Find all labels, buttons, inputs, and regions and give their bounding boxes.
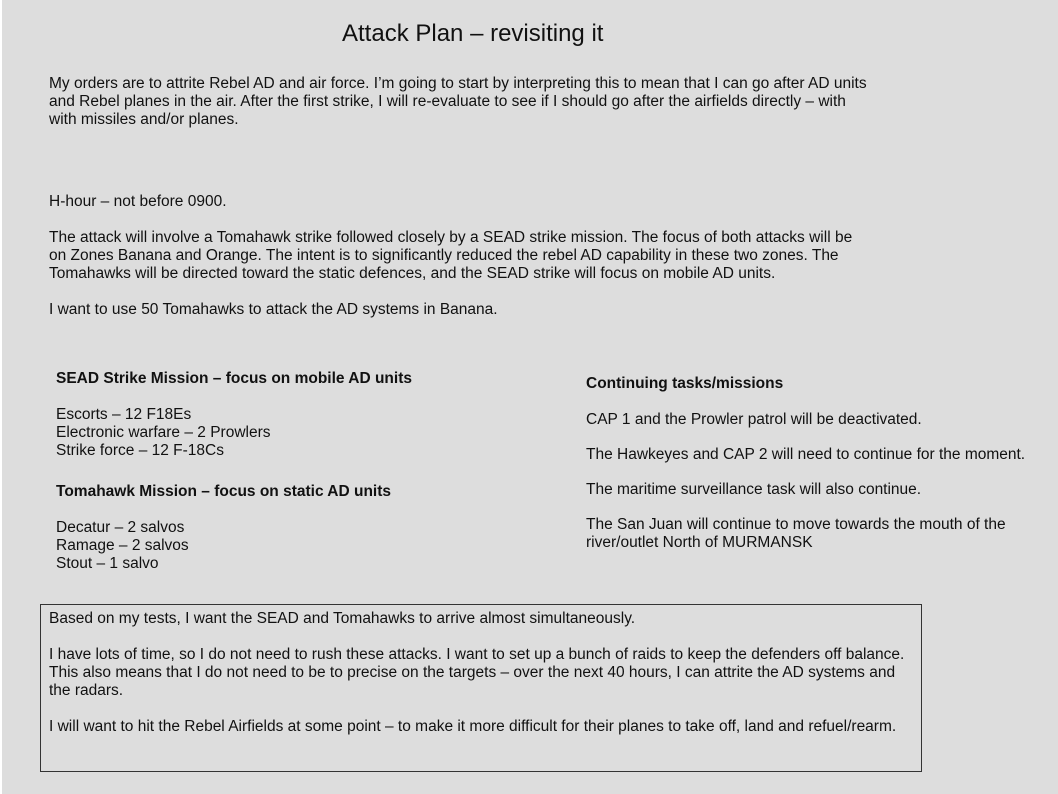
list-item: Escorts – 12 F18Es <box>56 406 192 423</box>
note-item: Based on my tests, I want the SEAD and Tomahawks to arrive almost simultaneously. <box>49 610 636 627</box>
task-item: The Hawkeyes and CAP 2 will need to continue for the moment. <box>586 446 1026 463</box>
continuing-heading: Continuing tasks/missions <box>586 375 784 392</box>
sead-list <box>56 406 516 460</box>
list-item: Stout – 1 salvo <box>56 555 159 572</box>
tomahawk-mission-list <box>56 519 516 573</box>
orders-paragraph: My orders are to attrite Rebel AD and air force. I’m going to start by interpreting this to mean that I can go after AD units and Rebel planes in the air. After the first strike, I will re-evaluate to see if I should go after the airfields directly – with with missiles and/or planes. <box>49 75 867 128</box>
note-item: I have lots of time, so I do not need to rush these attacks. I want to set up a bunch of raids to keep the defenders off balance. This also means that I do not need to be to precise on the targets – over the next 40 hours, I can attrite the AD systems and the radars. <box>49 646 905 699</box>
task-item: CAP 1 and the Prowler patrol will be deactivated. <box>586 411 922 428</box>
tomahawk-mission-heading: Tomahawk Mission – focus on static AD units <box>56 483 392 500</box>
missions-column <box>56 370 516 573</box>
task-item: The San Juan will continue to move towards the mouth of the river/outlet North of MURMANSK <box>586 516 1006 551</box>
continuing-tasks-column <box>586 375 1046 552</box>
note-item: I will want to hit the Rebel Airfields at some point – to make it more difficult for their planes to take off, land and refuel/rearm. <box>49 718 897 735</box>
slide <box>2 0 1058 794</box>
tomahawks-paragraph: I want to use 50 Tomahawks to attack the AD systems in Banana. <box>49 301 498 318</box>
list-item: Decatur – 2 salvos <box>56 519 185 536</box>
h-hour-paragraph: H-hour – not before 0900. <box>49 193 227 210</box>
list-item: Electronic warfare – 2 Prowlers <box>56 424 271 441</box>
task-item: The maritime surveillance task will also continue. <box>586 481 922 498</box>
sead-heading: SEAD Strike Mission – focus on mobile AD units <box>56 370 412 387</box>
attack-paragraph: The attack will involve a Tomahawk strike followed closely by a SEAD strike mission. The focus of both attacks will be on Zones Banana and Orange. The intent is to significantly reduced the rebel AD capability in these two zones. The Tomahawks will be directed toward the static defences, and the SEAD strike will focus on mobile AD units. <box>49 229 853 282</box>
list-item: Ramage – 2 salvos <box>56 537 189 554</box>
slide-title: Attack Plan – revisiting it <box>342 20 604 47</box>
notes-box <box>40 604 922 772</box>
list-item: Strike force – 12 F-18Cs <box>56 442 224 459</box>
